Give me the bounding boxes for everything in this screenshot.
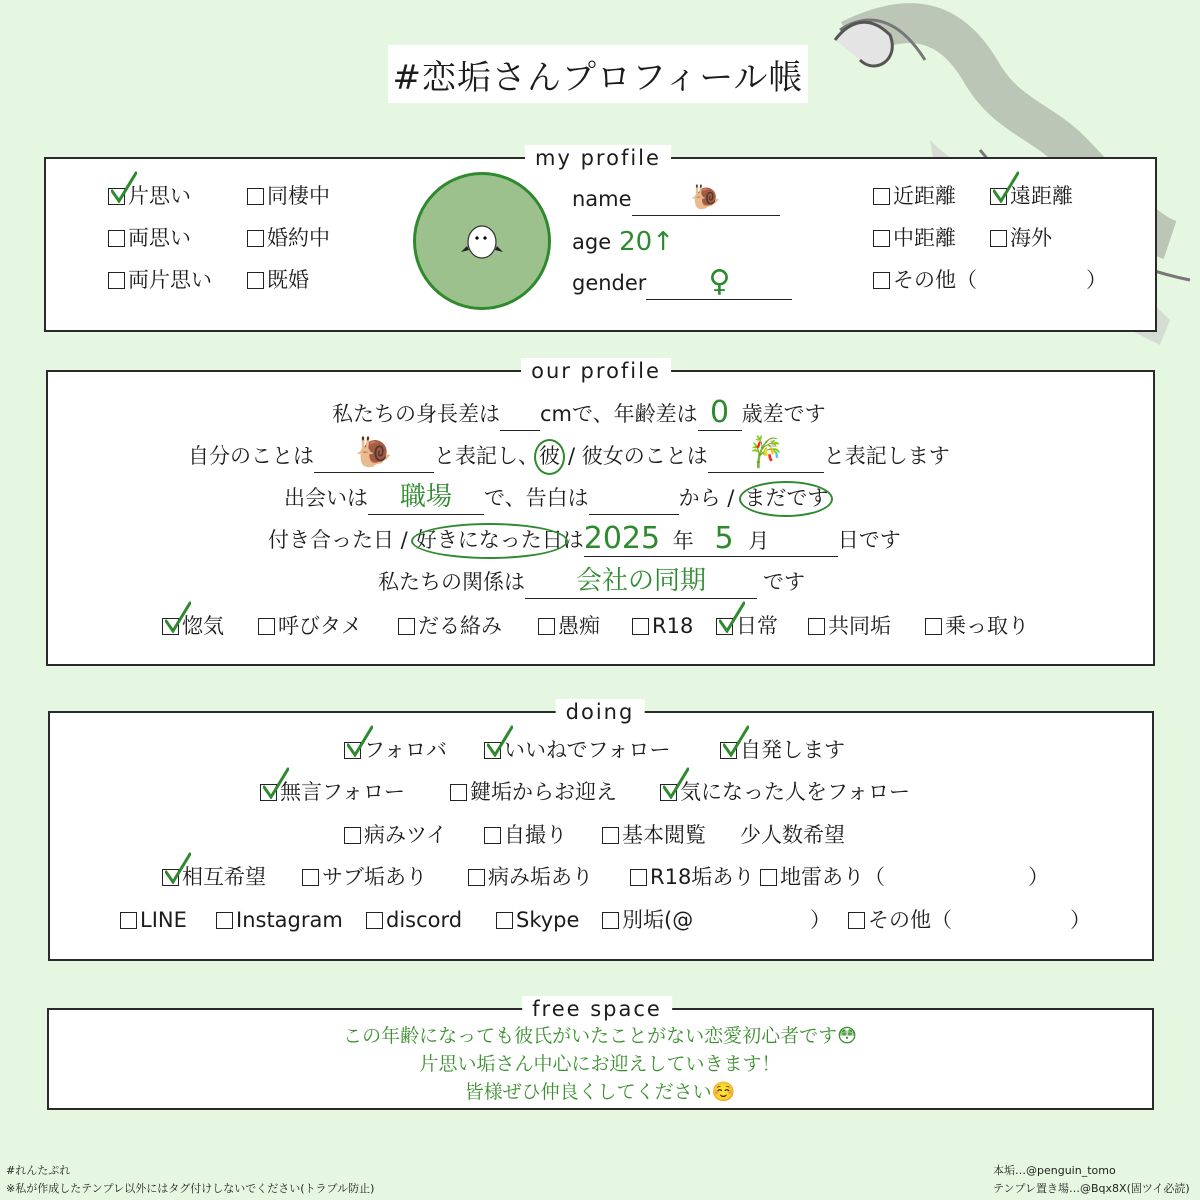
checkbox-item[interactable] [808, 611, 891, 641]
checkbox-square[interactable] [808, 618, 825, 635]
checkmark-icon [165, 601, 191, 633]
checkbox-item[interactable] [108, 265, 212, 295]
checkbox-item[interactable] [538, 611, 600, 641]
doing-legend: doing [556, 699, 645, 725]
footer-tag: #れんたぷれ [6, 1164, 71, 1177]
checkbox-square[interactable] [344, 742, 361, 759]
checkbox-label: 相互希望 [182, 865, 266, 889]
meeting-line: 出会いは 職場 で、告白は から / まだです [284, 480, 828, 515]
checkbox-label: 共同垢 [828, 614, 891, 638]
checkbox-label: discord [386, 908, 463, 932]
relation-line: 私たちの関係は 会社の同期 です [378, 564, 805, 599]
checkbox-square[interactable] [632, 618, 649, 635]
checkmark-icon [347, 725, 373, 757]
checkbox-square[interactable] [925, 618, 942, 635]
checkbox-item[interactable] [990, 181, 1073, 211]
snow-bird-icon [457, 216, 507, 266]
checkbox-item[interactable] [260, 777, 405, 807]
row5-close1: ） [810, 908, 831, 932]
checkbox-label: 地雷あり（ [780, 865, 885, 889]
checkbox-label: フォロバ [364, 738, 447, 762]
checkbox-item[interactable] [484, 735, 670, 765]
checkbox-square[interactable] [468, 869, 485, 886]
checkbox-label: 気になった人をフォロー [680, 780, 910, 804]
checkbox-square[interactable] [660, 784, 677, 801]
checkbox-square[interactable] [720, 742, 737, 759]
checkbox-item[interactable] [247, 265, 309, 295]
checkmark-icon [111, 171, 137, 203]
checkbox-item[interactable] [366, 905, 462, 935]
checkbox-square[interactable] [760, 869, 777, 886]
checkbox-square[interactable] [496, 912, 513, 929]
checkbox-item[interactable] [398, 611, 502, 641]
checkbox-item[interactable] [760, 862, 885, 892]
checkbox-item[interactable] [450, 777, 617, 807]
checkbox-square[interactable] [990, 230, 1007, 247]
checkmark-icon [165, 852, 191, 884]
notation-line: 自分のことは 🐌 と表記し、 彼 / 彼女のことは 🎋 と表記します [188, 438, 950, 473]
liked-day-option[interactable]: 好きになった日 [416, 523, 563, 557]
checkbox-label: 両思い [128, 226, 191, 250]
checkbox-item[interactable] [925, 611, 1029, 641]
checkbox-label: 両片思い [128, 268, 212, 292]
checkbox-item[interactable] [247, 223, 330, 253]
checkbox-label: 鍵垢からお迎え [470, 780, 617, 804]
row5-close2: ） [1070, 908, 1091, 932]
checkbox-label: その他（ [893, 268, 977, 292]
checkbox-item[interactable] [302, 862, 427, 892]
checkbox-square[interactable] [630, 869, 647, 886]
free-space-legend: free space [522, 996, 672, 1022]
age-label: age [572, 230, 612, 254]
confession-field[interactable] [589, 480, 679, 515]
checkmark-icon [263, 767, 289, 799]
checkbox-item[interactable] [162, 862, 266, 892]
checkbox-item[interactable] [162, 611, 224, 641]
checkbox-label: だる絡み [418, 614, 502, 638]
gender-field[interactable]: ♀ [646, 265, 792, 300]
checkbox-label: 自撮り [504, 823, 567, 847]
checkbox-label: 別垢(@ [622, 908, 694, 932]
checkbox-square[interactable] [873, 230, 890, 247]
checkbox-square[interactable] [247, 230, 264, 247]
age-diff-field[interactable]: 0 [698, 396, 742, 431]
my-profile-section [44, 146, 1157, 332]
doing-section [48, 700, 1154, 961]
checkbox-square[interactable] [848, 912, 865, 929]
checkbox-square[interactable] [216, 912, 233, 929]
footer-main-account: 本垢…@penguin_tomo [993, 1164, 1116, 1177]
checkbox-label: 片思い [128, 184, 191, 208]
checkbox-square[interactable] [108, 188, 125, 205]
checkbox-label: いいねでフォロー [504, 738, 671, 762]
checkbox-item[interactable] [873, 181, 956, 211]
checkbox-label: 愚痴 [558, 614, 600, 638]
checkbox-item[interactable] [484, 820, 567, 850]
checkmark-icon [719, 601, 745, 633]
age-value: 20↑ [619, 227, 674, 257]
checkbox-square[interactable] [873, 272, 890, 289]
checkbox-label: サブ垢あり [322, 865, 427, 889]
checkbox-square[interactable] [538, 618, 555, 635]
checkbox-square[interactable] [398, 618, 415, 635]
other-close-paren: ） [1086, 268, 1107, 292]
row3-text: 少人数希望 [740, 823, 845, 847]
free-line-1: この年齢になっても彼氏がいたことがない恋愛初心者です😳 [343, 1025, 857, 1047]
date-field[interactable]: 2025 年 5 月 [584, 522, 838, 557]
checkbox-label: 自発します [740, 738, 845, 762]
checkbox-square[interactable] [260, 784, 277, 801]
checkbox-label: LINE [140, 908, 187, 932]
checkbox-square[interactable] [450, 784, 467, 801]
checkbox-square[interactable] [120, 912, 137, 929]
name-label: name [572, 187, 632, 211]
checkbox-label: その他（ [868, 908, 952, 932]
relation-field[interactable]: 会社の同期 [525, 564, 757, 599]
checkbox-item[interactable] [108, 223, 191, 253]
checkbox-square[interactable] [258, 618, 275, 635]
checkbox-item[interactable] [247, 181, 330, 211]
free-line-3: 皆様ぜひ仲良くしてください☺️ [464, 1081, 736, 1103]
checkbox-item[interactable] [344, 820, 447, 850]
row4-close: ） [1028, 865, 1049, 889]
checkbox-square[interactable] [873, 188, 890, 205]
checkbox-label: 同棲中 [267, 184, 330, 208]
checkbox-item[interactable] [216, 905, 343, 935]
meeting-field[interactable]: 職場 [368, 480, 484, 515]
avatar [413, 172, 551, 310]
checkbox-square[interactable] [602, 827, 619, 844]
height-diff-field[interactable] [500, 396, 540, 431]
my-profile-legend: my profile [525, 145, 671, 171]
checkbox-square[interactable] [162, 618, 179, 635]
checkbox-label: 無言フォロー [280, 780, 405, 804]
checkbox-item[interactable] [873, 265, 977, 295]
checkbox-square[interactable] [302, 869, 319, 886]
checkbox-label: 病みツイ [364, 823, 447, 847]
checkbox-item[interactable] [258, 611, 362, 641]
checkbox-label: 基本閲覧 [622, 823, 706, 847]
our-profile-legend: our profile [521, 358, 671, 384]
checkbox-square[interactable] [990, 188, 1007, 205]
checkbox-square[interactable] [484, 742, 501, 759]
self-notation-field[interactable]: 🐌 [314, 438, 434, 473]
name-field[interactable]: 🐌 [632, 181, 780, 216]
height-age-line: 私たちの身長差は cmで、年齢差は 0 歳差です [332, 395, 826, 430]
checkbox-label: 呼びタメ [278, 614, 362, 638]
he-option[interactable]: 彼 [539, 439, 560, 473]
checkbox-item[interactable] [990, 223, 1052, 253]
checkbox-square[interactable] [108, 272, 125, 289]
checkbox-square[interactable] [247, 188, 264, 205]
checkbox-square[interactable] [484, 827, 501, 844]
checkbox-square[interactable] [108, 230, 125, 247]
checkbox-label: R18垢あり [650, 865, 755, 889]
checkbox-item[interactable] [108, 181, 191, 211]
our-profile-section [46, 359, 1155, 666]
date-line: 付き合った日 / 好きになった日 は 2025 年 5 月 日です [268, 521, 901, 556]
checkbox-label: 日常 [736, 614, 778, 638]
checkbox-label: 海外 [1010, 226, 1052, 250]
checkbox-label: 中距離 [893, 226, 956, 250]
checkbox-item[interactable] [660, 777, 910, 807]
checkbox-label: 惚気 [182, 614, 224, 638]
checkbox-item[interactable] [120, 905, 187, 935]
checkbox-square[interactable] [366, 912, 383, 929]
checkbox-item[interactable] [720, 735, 845, 765]
gender-label: gender [572, 271, 647, 295]
free-line-2: 片思い垢さん中心にお迎えしていきます！ [419, 1053, 781, 1075]
checkbox-label: 既婚 [267, 268, 309, 292]
partner-notation-field[interactable]: 🎋 [708, 438, 824, 473]
checkmark-icon [663, 767, 689, 799]
checkbox-label: 婚約中 [267, 226, 330, 250]
checkbox-square[interactable] [602, 912, 619, 929]
checkbox-square[interactable] [162, 869, 179, 886]
checkbox-label: 遠距離 [1010, 184, 1073, 208]
footer-note: ※私が作成したテンプレ以外にはタグ付けしないでください(トラブル防止) [6, 1182, 375, 1195]
checkmark-icon [723, 725, 749, 757]
checkbox-item[interactable] [848, 905, 952, 935]
checkbox-item[interactable] [630, 862, 754, 892]
checkbox-square[interactable] [344, 827, 361, 844]
checkbox-label: 乗っ取り [945, 614, 1029, 638]
checkbox-label: 病み垢あり [488, 865, 593, 889]
not-yet-option[interactable]: まだです [744, 481, 828, 515]
checkbox-label: 近距離 [893, 184, 956, 208]
checkmark-icon [487, 725, 513, 757]
checkbox-item[interactable] [468, 862, 593, 892]
checkbox-item[interactable] [716, 611, 778, 641]
footer-template-account: テンプレ置き場…@Bqx8X(固ツイ必読) [993, 1182, 1190, 1195]
checkbox-item[interactable] [632, 611, 693, 641]
checkbox-label: Skype [516, 908, 580, 932]
page-title: #恋垢さんプロフィール帳 [388, 45, 808, 103]
checkbox-square[interactable] [716, 618, 733, 635]
checkbox-item[interactable] [873, 223, 956, 253]
checkbox-square[interactable] [247, 272, 264, 289]
checkmark-icon [993, 171, 1019, 203]
checkbox-item[interactable] [496, 905, 579, 935]
checkbox-item[interactable] [602, 905, 693, 935]
checkbox-label: R18 [652, 614, 694, 638]
checkbox-item[interactable] [602, 820, 706, 850]
checkbox-label: Instagram [236, 908, 343, 932]
checkbox-item[interactable] [344, 735, 447, 765]
